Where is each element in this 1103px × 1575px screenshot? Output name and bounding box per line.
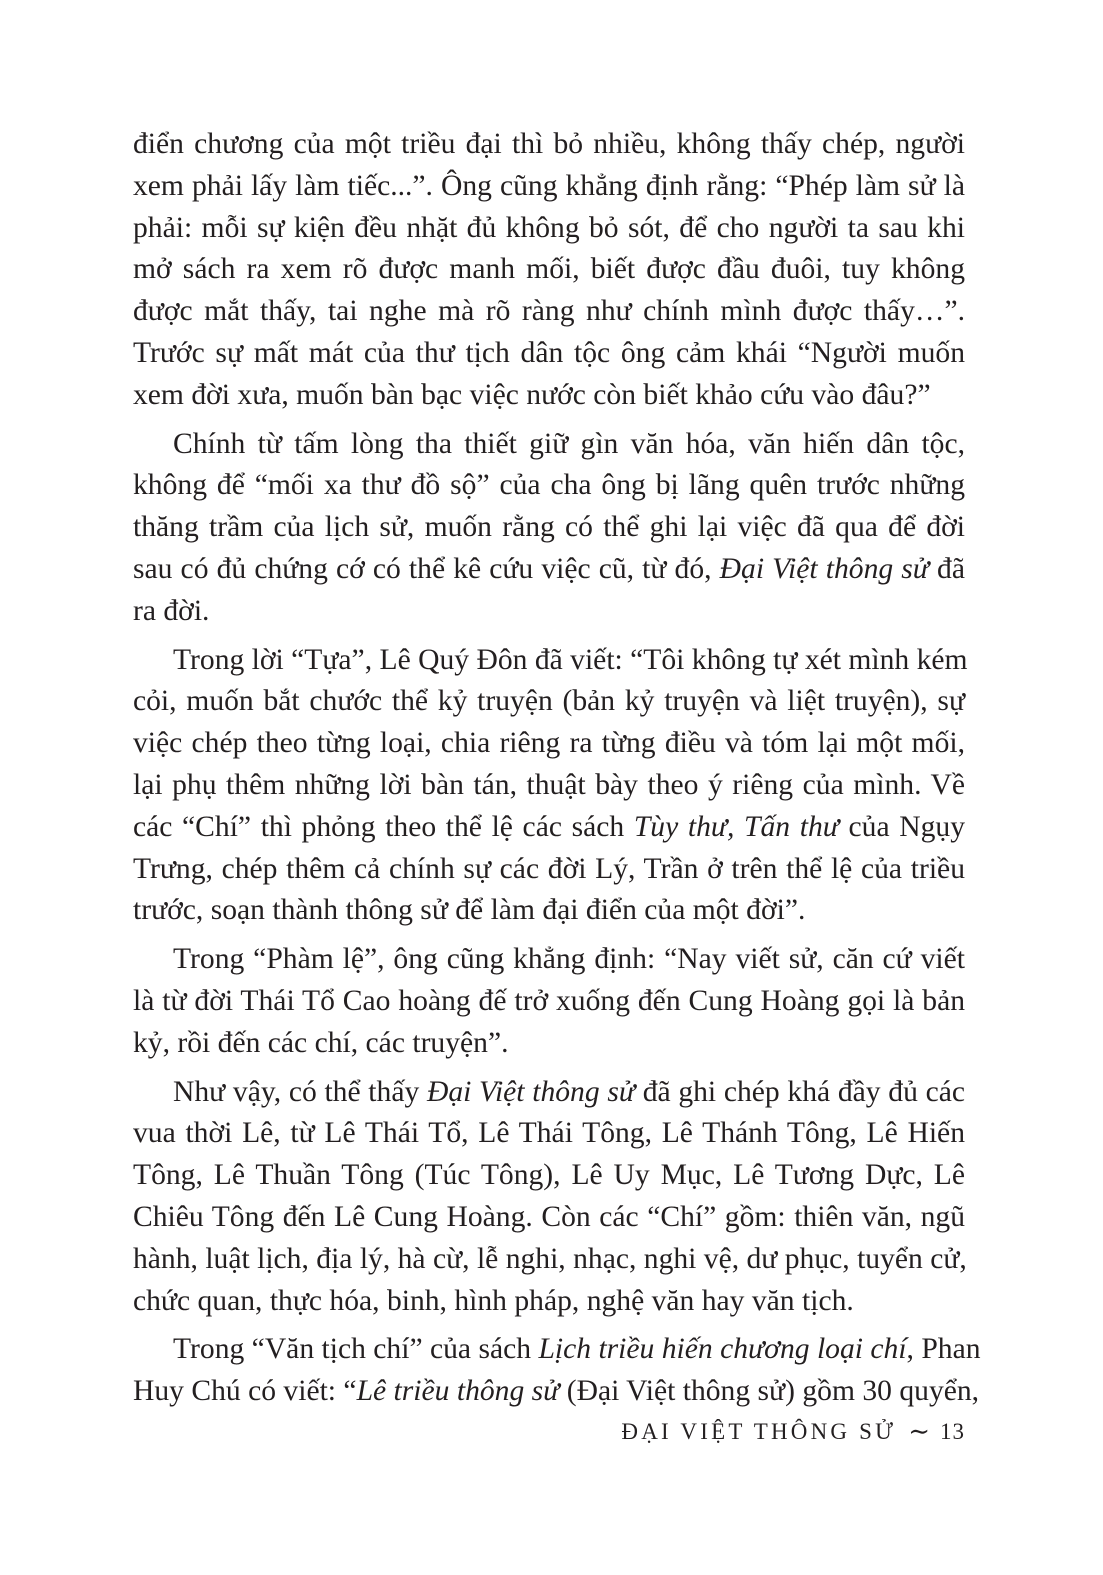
text-line: không để “mối xa thư đồ sộ” của cha ông bị lãng quên trước những [133, 469, 965, 502]
text-run: (Đại Việt thông sử) gồm 30 quyển, [559, 1375, 980, 1408]
text-line: xem phải lấy làm tiếc...”. Ông cũng khẳng định rằng: “Phép làm sử là [133, 169, 965, 202]
text-run: , Phan [906, 1333, 981, 1366]
text-run: sau có đủ chứng cớ có thể kê cứu việc cũ, từ đó, [133, 552, 720, 585]
italic-title: Lịch triều hiến chương loại chí [538, 1333, 907, 1366]
text-line: kỷ, rồi đến các chí, các truyện”. [133, 1026, 509, 1059]
paragraph [133, 1329, 981, 1413]
text-line: Trước sự mất mát của thư tịch dân tộc ông cảm khái “Người muốn [133, 336, 965, 369]
text-line: Chiêu Tông đến Lê Cung Hoàng. Còn các “Chí” gồm: thiên văn, ngũ [133, 1200, 965, 1233]
paragraph [133, 424, 965, 633]
footer-tilde-ornament: ∼ [908, 1417, 930, 1446]
paragraph [133, 124, 965, 417]
text-run: Như vậy, có thể thấy [173, 1075, 427, 1108]
text-line: cỏi, muốn bắt chước thể kỷ truyện (bản kỷ truyện và liệt truyện), sự [133, 685, 965, 718]
paragraph [133, 1072, 965, 1323]
text-run: Huy Chú có viết: “ [133, 1375, 357, 1408]
page-body-text [133, 124, 981, 1420]
text-run: Trong “Văn tịch chí” của sách [173, 1333, 539, 1366]
text-line: phải: mỗi sự kiện đều nhặt đủ không bỏ sót, để cho người ta sau khi [133, 211, 965, 244]
text-line: Chính từ tấm lòng tha thiết giữ gìn văn hóa, văn hiến dân tộc, [173, 427, 965, 460]
page-footer [621, 1417, 965, 1447]
text-line: thăng trầm của lịch sử, muốn rằng có thể ghi lại việc đã qua để đời [133, 511, 965, 544]
text-line: việc chép theo từng loại, chia riêng ra từng điều và tóm lại một mối, [133, 727, 965, 760]
text-line: xem đời xưa, muốn bàn bạc việc nước còn biết khảo cứu vào đâu?” [133, 378, 931, 411]
page-number: 13 [940, 1419, 965, 1444]
paragraph [133, 939, 965, 1064]
paragraph [133, 640, 968, 933]
text-line [133, 1329, 981, 1371]
text-line: Tông, Lê Thuần Tông (Túc Tông), Lê Uy Mục, Lê Tương Dực, Lê [133, 1159, 965, 1192]
running-title: ĐẠI VIỆT THÔNG SỬ [621, 1419, 897, 1444]
text-line: Trong “Phàm lệ”, ông cũng khẳng định: “Nay viết sử, căn cứ viết [173, 943, 965, 976]
text-line: lại phụ thêm những lời bàn tán, thuật bày theo ý riêng của mình. Về [133, 768, 965, 801]
text-line: vua thời Lê, từ Lê Thái Tổ, Lê Thái Tông, Lê Thánh Tông, Lê Hiến [133, 1117, 965, 1150]
text-line [133, 1072, 965, 1114]
text-line [133, 1371, 980, 1413]
italic-title: Tùy thư, Tấn thư [633, 810, 839, 843]
italic-title: Đại Việt thông sử [426, 1075, 635, 1108]
italic-title: Đại Việt thông sử [719, 552, 929, 585]
text-line [133, 807, 965, 849]
text-run: đã ghi chép khá đầy đủ các [635, 1075, 965, 1108]
italic-title: Lê triều thông sử [356, 1375, 560, 1408]
text-line: ra đời. [133, 594, 210, 627]
text-line: mở sách ra xem rõ được manh mối, biết được đầu đuôi, tuy không [133, 253, 965, 286]
text-line: hành, luật lịch, địa lý, hà cừ, lễ nghi, nhạc, nghi vệ, dư phục, tuyển cử, [133, 1242, 967, 1275]
text-line: Trong lời “Tựa”, Lê Quý Đôn đã viết: “Tôi không tự xét mình kém [173, 643, 968, 676]
text-line: điển chương của một triều đại thì bỏ nhiều, không thấy chép, người [133, 128, 965, 160]
text-line [133, 549, 965, 591]
text-run: của Ngụy [838, 810, 966, 843]
text-line: trước, soạn thành thông sử để làm đại điển của một đời”. [133, 894, 806, 927]
text-run: đã [928, 552, 965, 585]
text-run: các “Chí” thì phỏng theo thể lệ các sách [133, 810, 634, 843]
text-line: là từ đời Thái Tổ Cao hoàng đế trở xuống đến Cung Hoàng gọi là bản [133, 984, 965, 1017]
text-line: được mắt thấy, tai nghe mà rõ ràng như chính mình được thấy…”. [133, 295, 965, 328]
text-line: chức quan, thực hóa, binh, hình pháp, nghệ văn hay văn tịch. [133, 1284, 854, 1317]
text-line: Trưng, chép thêm cả chính sự các đời Lý, Trần ở trên thể lệ của triều [133, 852, 965, 885]
